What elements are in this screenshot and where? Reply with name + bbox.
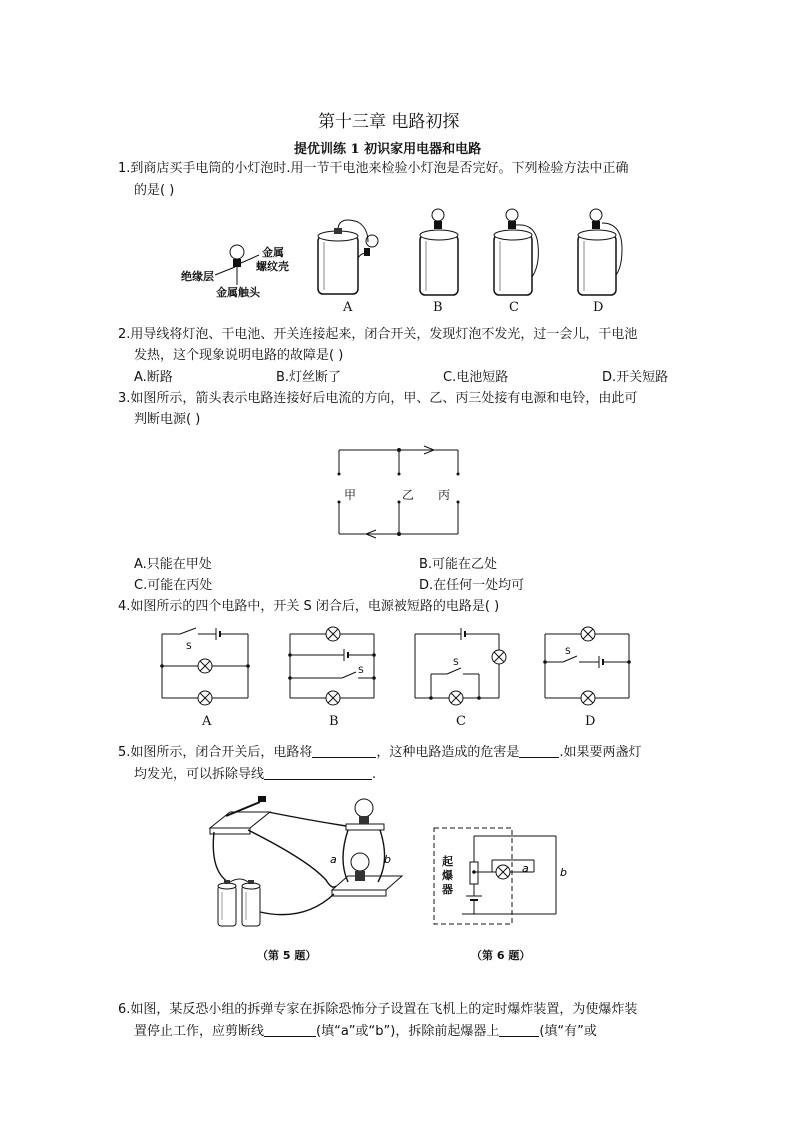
label-metal: 金属 <box>262 246 284 259</box>
q4-label-b: B <box>329 714 339 729</box>
q1-stem-line1: 1.到商店买手电筒的小灯泡时.用一节干电池来检验小灯泡是否完好。下列检验方法中正确 <box>118 161 629 176</box>
q4-circuit-c <box>413 628 508 708</box>
q5-wire-a-label: a <box>330 853 337 866</box>
q4-circuit-a <box>160 628 255 708</box>
section-subtitle: 提优训练 1 初识家用电器和电路 <box>294 142 482 157</box>
q3-stem-line1: 3.如图所示，箭头表示电路连接好后电流的方向，甲、乙、丙三处接有电源和电铃，由此可 <box>118 391 638 406</box>
q4-label-d: D <box>585 714 596 729</box>
chapter-title: 第十三章 电路初探 <box>318 112 460 132</box>
q5-stem-line1: 5.如图所示，闭合开关后，电路将 ，这种电路造成的危害是 .如果要两盏灯 <box>118 745 642 760</box>
q3-label-jia: 甲 <box>344 488 357 502</box>
q4-circuit-d <box>543 628 638 708</box>
q5-caption: （第 5 题） <box>257 949 317 962</box>
q2-option-d: D.开关短路 <box>602 370 669 385</box>
q1-label-a: A <box>343 300 353 315</box>
q4-label-c: C <box>456 714 466 729</box>
q3-label-yi: 乙 <box>402 488 415 502</box>
q4-a-switch-label: S <box>186 642 192 652</box>
q6-blank-1[interactable] <box>264 1022 316 1037</box>
battery-test-b <box>420 205 480 305</box>
q2-option-b: B.灯丝断了 <box>276 370 342 385</box>
q6-stem-line1: 6.如图，某反恐小组的拆弹专家在拆除恐怖分子设置在飞机上的定时爆炸装置，为使爆炸装 <box>118 1002 638 1017</box>
q5-blank-3[interactable] <box>264 765 372 780</box>
q5-blank-2[interactable] <box>519 743 559 758</box>
q2-option-c: C.电池短路 <box>443 370 509 385</box>
battery-test-a <box>310 222 390 302</box>
label-screw-shell: 螺纹壳 <box>256 260 289 273</box>
q4-d-switch-label: S <box>565 647 571 657</box>
label-metal-contact: 金属触头 <box>216 286 260 299</box>
q4-stem: 4.如图所示的四个电路中，开关 S 闭合后，电源被短路的电路是( ) <box>118 599 500 614</box>
q6-detonator-label: 起爆器 <box>442 855 453 896</box>
q6-wire-a-label: a <box>522 862 529 875</box>
q4-b-switch-label: S <box>358 666 364 676</box>
battery-test-d <box>576 205 636 305</box>
q6-caption: （第 6 题） <box>471 949 531 962</box>
q3-option-a: A.只能在甲处 <box>134 557 212 572</box>
q2-option-a: A.断路 <box>134 370 173 385</box>
battery-test-c <box>492 205 552 305</box>
q2-stem-line2: 发热，这个现象说明电路的故障是( ) <box>134 348 344 363</box>
label-insulation: 绝缘层 <box>181 270 214 283</box>
q6-wire-b-label: b <box>560 866 567 879</box>
q1-label-c: C <box>509 300 519 315</box>
q4-label-a: A <box>202 714 212 729</box>
q6-blank-2[interactable] <box>499 1022 539 1037</box>
q5-physical-circuit <box>208 790 408 940</box>
q3-option-d: D.在任何一处均可 <box>419 578 525 593</box>
q4-circuit-b <box>288 628 383 708</box>
q3-stem-line2: 判断电源( ) <box>134 412 201 427</box>
q2-stem-line1: 2.用导线将灯泡、干电池、开关连接起来，闭合开关，发现灯泡不发光，过一会儿，干电池 <box>118 327 638 342</box>
q6-stem-line2: 置停止工作，应剪断线 (填“a”或“b”)，拆除前起爆器上 (填“有”或 <box>134 1024 597 1039</box>
q4-c-switch-label: S <box>453 658 459 668</box>
q5-stem-line2: 均发光，可以拆除导线 . <box>134 767 377 782</box>
q5-wire-b-label: b <box>384 853 391 866</box>
q5-blank-1[interactable] <box>312 743 376 758</box>
q1-label-b: B <box>433 300 443 315</box>
q3-option-c: C.可能在丙处 <box>134 578 213 593</box>
q3-option-b: B.可能在乙处 <box>419 557 498 572</box>
q1-label-d: D <box>593 300 604 315</box>
q1-stem-line2: 的是( ) <box>134 183 175 198</box>
q3-label-bing: 丙 <box>438 488 451 502</box>
